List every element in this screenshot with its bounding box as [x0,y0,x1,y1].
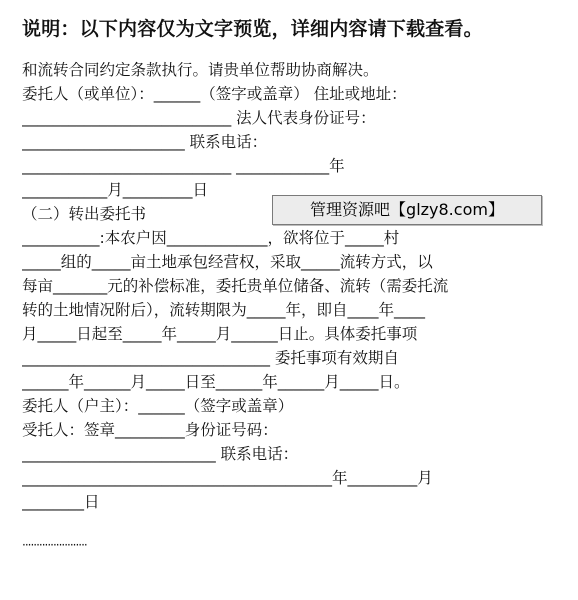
text-line: ___________________________ ____________年 [22,157,345,175]
text-line: ___________________________ 法人代表身份证号： [22,109,376,127]
preview-notice: 说明：以下内容仅为文字预览，详细内容请下载查看。 [22,18,483,40]
text-line: _____组的_____亩土地承包经营权，采取_____流转方式，以 [22,253,433,271]
text-line: 和流转合同约定条款执行。请贵单位帮助协商解决。 [22,61,379,79]
text-line: ________________________________ 委托事项有效期自 [22,349,399,367]
text-line: __________:本农户因_____________，欲将位于_____村 [22,229,400,247]
text-line: 受托人：签章_________身份证号码： [22,421,278,439]
text-line: _________________________ 联系电话： [22,445,299,463]
section-heading: （二）转出委托书 [22,205,147,223]
document-body [22,58,562,514]
continuation-ellipsis: ······················· [22,538,87,552]
text-line: 委托人（户主）：______（签字或盖章） [22,397,294,415]
watermark-label: 管理资源吧【glzy8.com】 [272,195,542,225]
text-line: ___________月_________日 [22,181,209,199]
text-line: ______年______月_____日至______年______月_____日。 [22,373,410,391]
text-line: 委托人（或单位）：______（签字或盖章） 住址或地址： [22,85,407,103]
text-line: 每亩_______元的补偿标准，委托贵单位储备、流转（需委托流 [22,277,449,295]
text-line: 月_____日起至_____年_____月______日止。具体委托事项 [22,325,418,343]
text-line: ________日 [22,493,100,511]
text-line: _____________________ 联系电话： [22,133,268,151]
text-line: ________________________________________年_________月 [22,469,433,487]
text-line: 转的土地情况附后），流转期限为_____年，即自____年____ [22,301,426,319]
